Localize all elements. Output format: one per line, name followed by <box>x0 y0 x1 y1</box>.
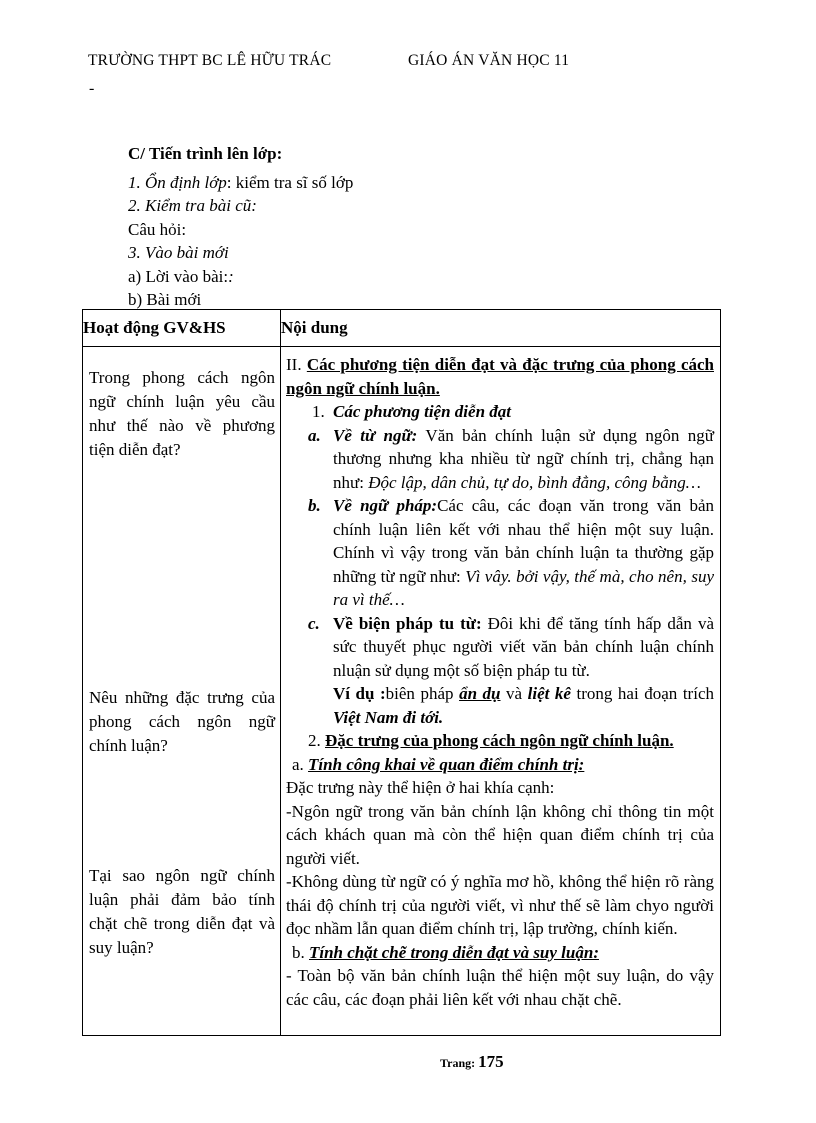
header-dash: - <box>89 80 95 97</box>
header-subject: GIÁO ÁN VĂN HỌC 11 <box>408 52 570 69</box>
lesson-intro <box>128 142 353 312</box>
item-2-number: 2. <box>308 731 325 750</box>
item-a-label: Về từ ngữ: <box>333 425 418 445</box>
section-heading-text: Các phương tiện diễn đạt và đặc trưng của phong cách ngôn ngữ chính luận. <box>286 355 714 398</box>
item-1-title: Các phương tiện diễn đạt <box>333 402 511 421</box>
question-3: Tại sao ngôn ngữ chính luận phải đảm bảo tính chặt chẽ trong diễn đạt và suy luận? <box>89 866 275 957</box>
step-1-label: 1. Ổn định lớp <box>128 172 227 192</box>
item-2-title: Đặc trưng của phong cách ngôn ngữ chính luận. <box>325 731 674 750</box>
example-term-1: ẩn dụ <box>459 684 501 703</box>
item-b <box>286 494 714 612</box>
example-work: Việt Nam đi tới. <box>333 707 444 727</box>
item-a-text: Văn bản chính luận sử dụng ngôn ngữ thương nhưng kha nhiều từ ngữ chính trị, chẳng hạn như: <box>333 425 714 492</box>
step-a-colon: : <box>228 266 234 286</box>
sub-b-number: b. <box>292 942 309 962</box>
item-c-label: Về biện pháp tu từ: <box>333 613 482 633</box>
sub-a-number: a. <box>292 754 309 774</box>
page-footer <box>440 1052 504 1072</box>
content-cell <box>281 347 721 1036</box>
section-heading <box>286 353 714 400</box>
item-a-examples: Độc lập, dân chủ, tự do, bình đẳng, công bằng… <box>368 472 701 492</box>
page-number: 175 <box>478 1052 504 1071</box>
table-header-row <box>83 310 721 347</box>
example-label: Ví dụ : <box>333 684 386 703</box>
item-c-text: Đôi khi để tăng tính hấp dẫn và sức thuyết phục người viết văn bản chính luận chính nluận sử dụng một số biện pháp tu từ. <box>333 613 714 680</box>
col-header-activity: Hoạt động GV&HS <box>83 310 281 347</box>
item-1 <box>286 400 714 424</box>
header-school: TRƯỜNG THPT BC LÊ HỮU TRÁC <box>88 52 332 69</box>
sub-b <box>286 941 714 965</box>
col-header-content: Nội dung <box>281 310 721 347</box>
example-term-2: liệt kê <box>527 684 571 703</box>
question-2: Nêu những đặc trưng của phong cách ngôn ngữ chính luận? <box>89 688 275 755</box>
step-2: 2. Kiểm tra bài cũ: <box>128 196 257 215</box>
item-1-number: 1. <box>312 402 325 421</box>
step-1 <box>128 171 353 195</box>
item-b-label: Về ngữ pháp: <box>333 496 438 515</box>
paragraph-4: - Toàn bộ văn bản chính luận thể hiện một suy luận, do vậy các câu, các đoạn phải liên kết với nhau chặt chẽ. <box>286 966 714 1009</box>
step-3: 3. Vào bài mới <box>128 243 229 262</box>
page-label: Trang: <box>440 1056 479 1070</box>
step-a-text: a) Lời vào bài: <box>128 266 229 286</box>
paragraph-1: Đặc trưng này thể hiện ở hai khía cạnh: <box>286 778 555 797</box>
item-b-text: Các câu, các đoạn văn trong văn bản chính luận liên kết với nhau thể hiện một suy luận. Chính vì vậy trong văn bản chính luận ta thường gặp những từ ngữ như: <box>333 496 714 586</box>
example-text-1: biên pháp <box>385 684 460 703</box>
paragraph-3: -Không dùng từ ngữ có ý nghĩa mơ hồ, không thể hiện rõ ràng thái độ chính trị của người viết, vì như thế sẽ làm chyo người đọc nhầm lẫn quan điểm chính trị, lập trường, chính kiến. <box>286 872 714 938</box>
item-b-marker: b. <box>308 496 321 515</box>
activity-cell <box>83 347 281 1036</box>
item-b-examples: Vì vây. bởi vậy, thế mà, cho nên, suy ra vì thế… <box>333 566 714 609</box>
item-c <box>286 612 714 683</box>
question-1: Trong phong cách ngôn ngữ chính luận yêu cầu như thế nào về phương tiện diễn đạt? <box>89 368 275 459</box>
section-number: II. <box>286 355 307 374</box>
example-text-3: trong hai đoạn trích <box>570 684 714 703</box>
paragraph-2: -Ngôn ngữ trong văn bản chính lận không chỉ thông tin một cách khách quan mà còn thể hiện quan điểm chính trị của người viết. <box>286 801 714 868</box>
step-a <box>128 265 353 289</box>
sub-a <box>286 753 714 777</box>
sub-a-title: Tính công khai về quan điểm chính trị: <box>308 754 585 774</box>
step-b: b) Bài mới <box>128 290 202 309</box>
sub-b-title: Tính chặt chẽ trong diễn đạt và suy luận: <box>309 942 599 962</box>
example <box>286 682 714 729</box>
table-row <box>83 347 721 1036</box>
item-a <box>286 424 714 495</box>
section-title: C/ Tiến trình lên lớp: <box>128 144 283 163</box>
step-1-text: : kiểm tra sĩ số lớp <box>226 172 354 192</box>
lesson-table <box>82 309 721 1036</box>
item-a-marker: a. <box>308 425 321 445</box>
question-label: Câu hỏi: <box>128 219 187 239</box>
item-2 <box>286 729 714 753</box>
example-text-2: và <box>500 684 528 703</box>
item-c-marker: c. <box>308 613 320 633</box>
